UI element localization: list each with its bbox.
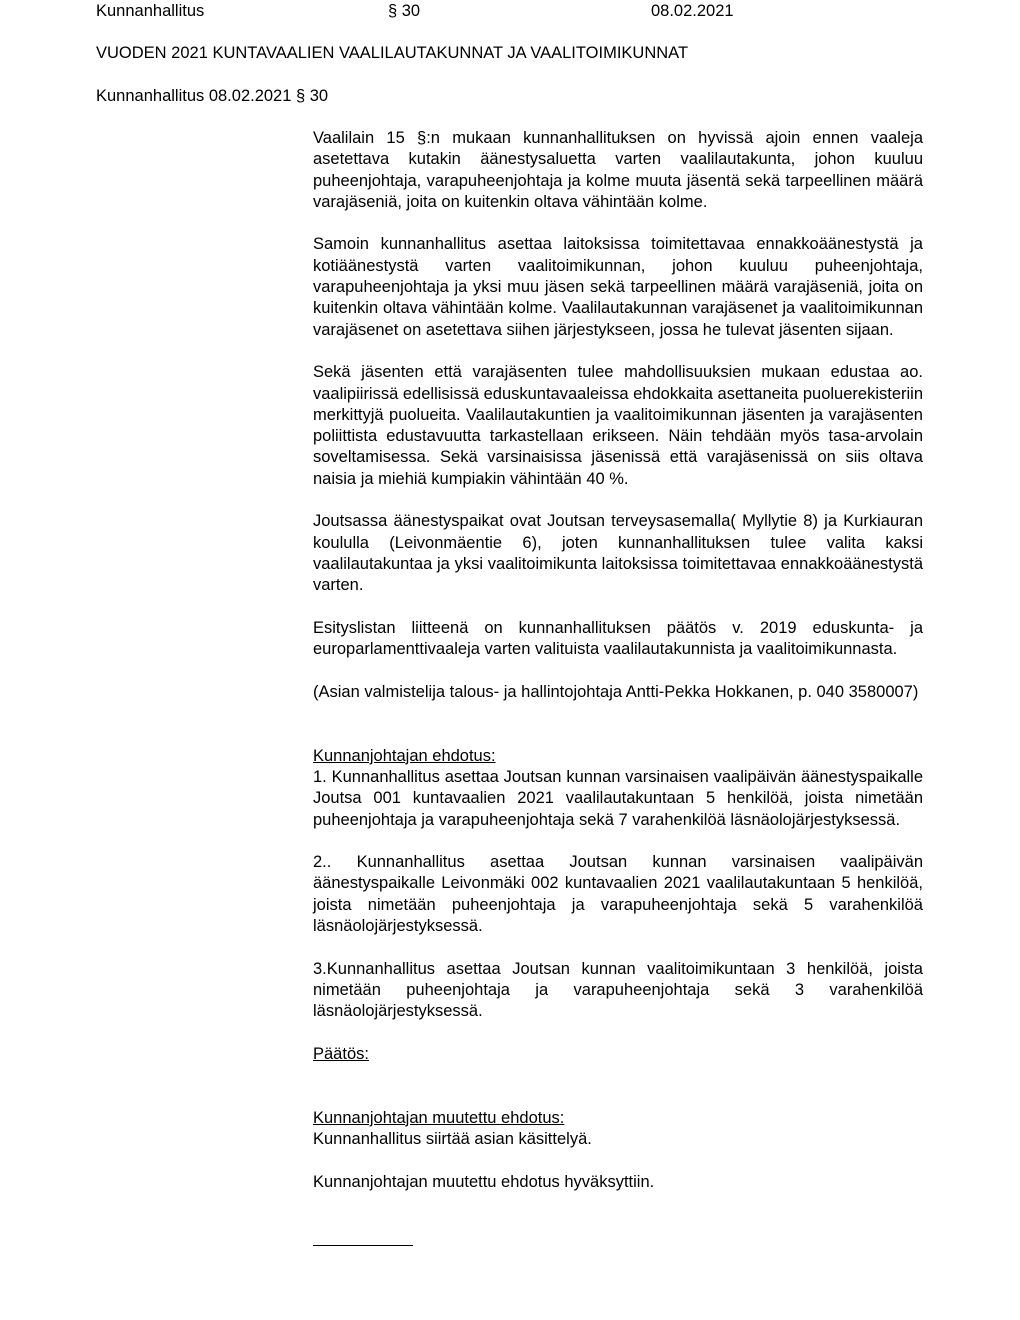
header-date: 08.02.2021 [651, 2, 734, 20]
decision-heading: Päätös: [313, 1044, 369, 1063]
header-body-name: Kunnanhallitus [96, 2, 205, 20]
document-body [313, 128, 923, 1246]
proposal-item-2: 2.. Kunnanhallitus asettaa Joutsan kunnan varsinaisen vaalipäivän äänestyspaikalle Leivonmäki 002 kuntavaalien 2021 vaalilautakuntaan 5 henkilöä, joista nimetään puheenjohtaja ja varapuheenjohtaja sekä 5 varahenkilöä läsnäolojärjestyksessä. [313, 853, 923, 935]
meeting-subheading: Kunnanhallitus 08.02.2021 § 30 [96, 87, 329, 105]
modified-proposal-heading: Kunnanjohtajan muutettu ehdotus: [313, 1108, 565, 1127]
paragraph-polling-places: Joutsassa äänestyspaikat ovat Joutsan terveysasemalla( Myllytie 8) ja Kurkiauran koululla (Leivonmäentie 6), joten kunnanhallituksen tulee valita kaksi vaalilautakuntaa ja yksi vaalitoimikunta laitoksissa toimitettavaa ennakkoäänestystä varten. [313, 512, 923, 595]
proposal-item-3: 3.Kunnanhallitus asettaa Joutsan kunnan vaalitoimikuntaan 3 henkilöä, joista nimetään puheenjohtaja ja varapuheenjohtaja sekä 3 varahenkilöä läsnäolojärjestyksessä. [313, 959, 923, 1021]
decision-outcome: Kunnanjohtajan muutettu ehdotus hyväksyttiin. [313, 1172, 655, 1191]
end-divider [313, 1245, 413, 1246]
modified-proposal-text: Kunnanhallitus siirtää asian käsittelyä. [313, 1129, 592, 1148]
proposal-item-1: 1. Kunnanhallitus asettaa Joutsan kunnan varsinaisen vaalipäivän äänestyspaikalle Joutsa 001 kuntavaalien 2021 vaalilautakuntaan 5 henkilöä, joista nimetään puheenjohtaja ja varapuheenjohtaja sekä 7 varahenkilöä läsnäolojärjestyksessä. [313, 767, 923, 829]
document-title: VUODEN 2021 KUNTAVAALIEN VAALILAUTAKUNNAT JA VAALITOIMIKUNNAT [96, 44, 689, 62]
paragraph-representation: Sekä jäsenten että varajäsenten tulee mahdollisuuksien mukaan edustaa ao. vaalipiirissä edellisissä eduskuntavaaleissa ehdokkaita asettaneita puoluerekisteriin merkittyjä puolueita. Vaalilautakuntien ja vaalitoimikunnan jäsenten ja varajäsenten poliittista edustavuutta tarkastellaan erikseen. Näin tehdään myös tasa-arvolain soveltamisessa. Sekä varsinaisissa jäsenissä että varajäsenissä on siis oltava naisia ja miehiä kumpiakin vähintään 40 %. [313, 363, 923, 488]
paragraph-preparer: (Asian valmistelija talous- ja hallintojohtaja Antti-Pekka Hokkanen, p. 040 3580007) [313, 682, 919, 701]
header-section-number: § 30 [388, 2, 421, 20]
paragraph-attachment: Esityslistan liitteenä on kunnanhallituksen päätös v. 2019 eduskunta- ja europarlamenttivaaleja varten valituista vaalilautakunnista ja vaalitoimikunnasta. [313, 618, 923, 659]
paragraph-election-law: Vaalilain 15 §:n mukaan kunnanhallituksen on hyvissä ajoin ennen vaaleja asetettava kutakin äänestysaluetta varten vaalilautakunta, johon kuuluu puheenjohtaja, varapuheenjohtaja ja kolme muuta jäsentä sekä tarpeellinen määrä varajäseniä, joita on kuitenkin oltava vähintään kolme. [313, 129, 923, 211]
proposal-heading: Kunnanjohtajan ehdotus: [313, 746, 496, 765]
paragraph-election-committee: Samoin kunnanhallitus asettaa laitoksissa toimitettavaa ennakkoäänestystä ja kotiäänestystä varten vaalitoimikunnan, johon kuuluu puheenjohtaja, varapuheenjohtaja ja yksi muu jäsen sekä tarpeellinen määrä varajäseniä, joita on kuitenkin oltava vähintään kolme. Vaalilautakunnan varajäsenet ja vaalitoimikunnan varajäsenet on asetettava siihen järjestykseen, jossa he tulevat jäsenten sijaan. [313, 235, 923, 339]
